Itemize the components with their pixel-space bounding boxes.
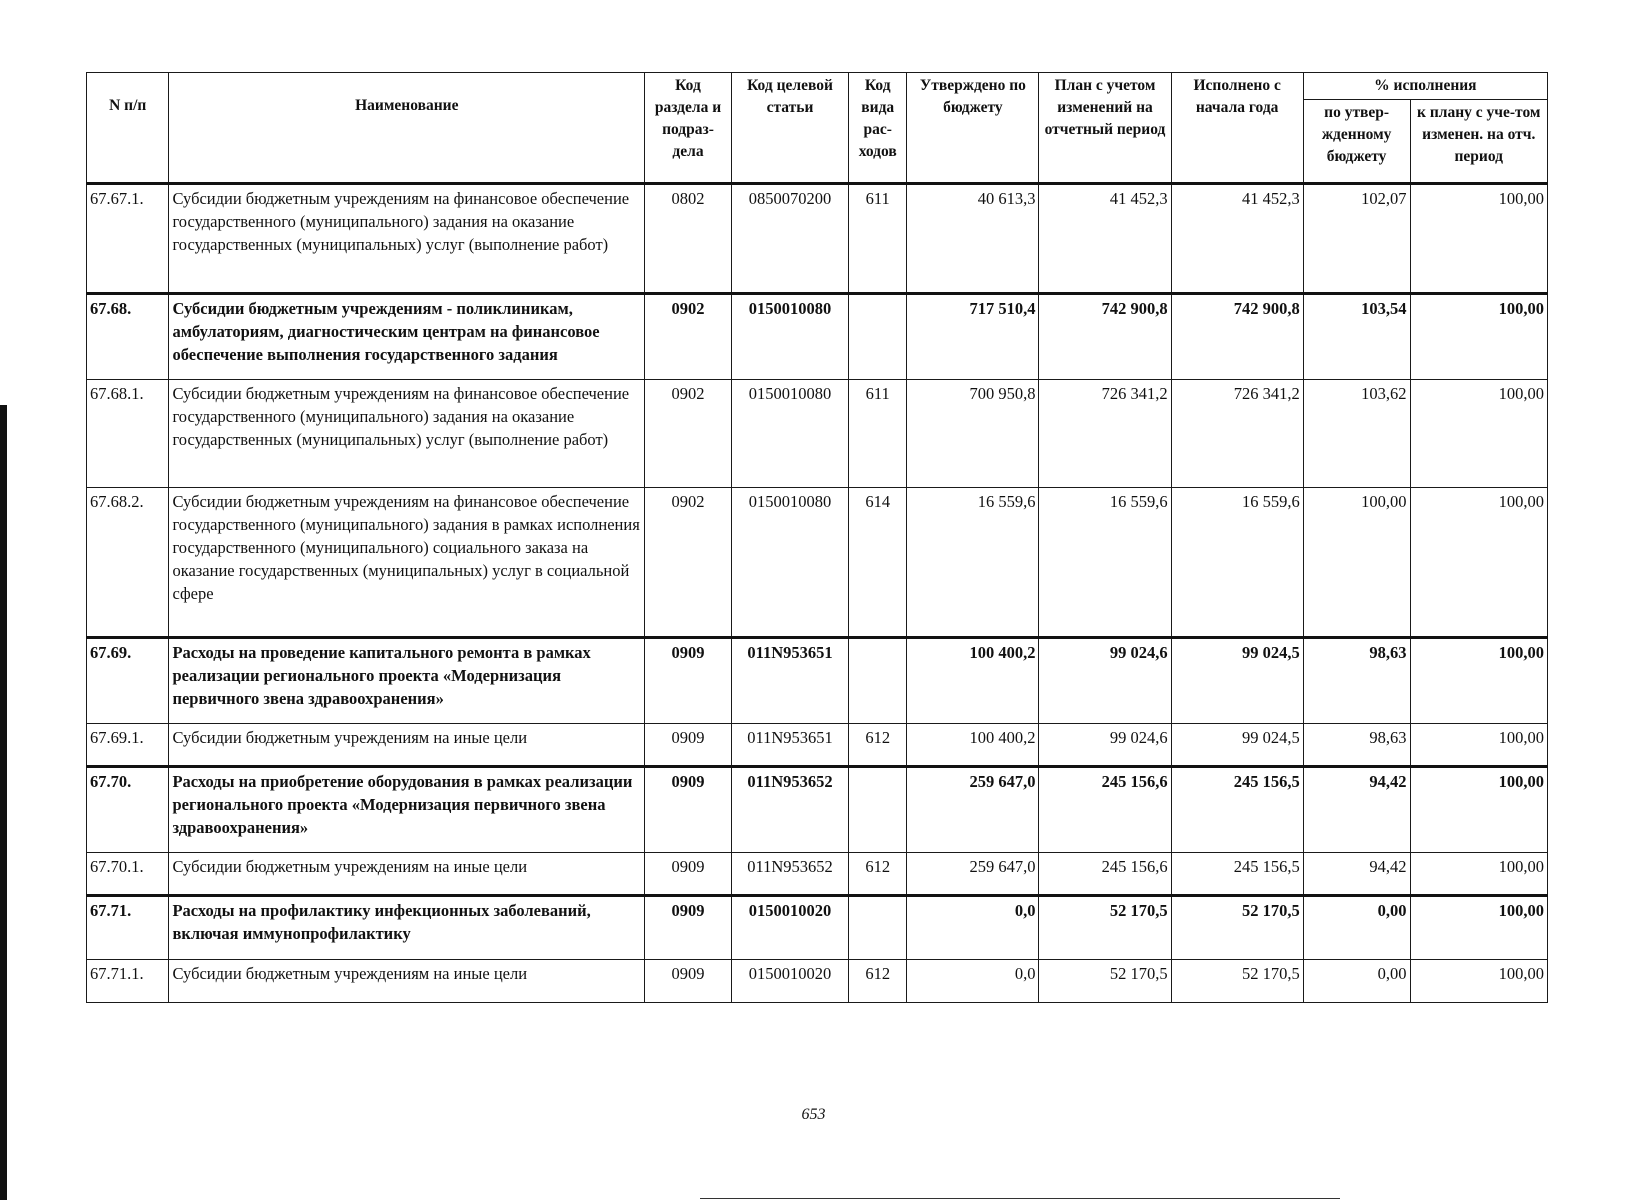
row-name: Субсидии бюджетным учреждениям на иные цели (169, 724, 645, 767)
row-expense-code (849, 638, 907, 724)
row-plan: 52 170,5 (1039, 896, 1171, 960)
table-row (87, 960, 1548, 1003)
row-name: Расходы на профилактику инфекционных заболеваний, включая иммунопрофилактику (169, 896, 645, 960)
row-number: 67.69. (87, 638, 169, 724)
row-approved: 717 510,4 (907, 294, 1039, 380)
row-number: 67.68. (87, 294, 169, 380)
row-pct-approved: 103,62 (1303, 380, 1410, 488)
row-approved: 259 647,0 (907, 767, 1039, 853)
header-name: Наименование (169, 73, 645, 184)
row-pct-plan: 100,00 (1410, 488, 1548, 638)
row-executed: 742 900,8 (1171, 294, 1303, 380)
row-number: 67.67.1. (87, 184, 169, 294)
row-target-code: 011N953652 (731, 853, 848, 896)
row-section-code: 0802 (645, 184, 732, 294)
row-executed: 99 024,5 (1171, 724, 1303, 767)
row-target-code: 0150010080 (731, 294, 848, 380)
row-section-code: 0909 (645, 896, 732, 960)
header-target-code: Код целевой статьи (731, 73, 848, 184)
row-executed: 99 024,5 (1171, 638, 1303, 724)
row-name: Расходы на проведение капитального ремонта в рамках реализации регионального проекта «Модернизация первичного звена здравоохранения» (169, 638, 645, 724)
row-expense-code: 612 (849, 853, 907, 896)
row-section-code: 0902 (645, 380, 732, 488)
table-body (87, 184, 1548, 1003)
row-plan: 245 156,6 (1039, 853, 1171, 896)
footer-rule (700, 1198, 1340, 1199)
row-name: Субсидии бюджетным учреждениям на иные цели (169, 853, 645, 896)
row-target-code: 0150010080 (731, 380, 848, 488)
row-executed: 245 156,5 (1171, 767, 1303, 853)
row-plan: 726 341,2 (1039, 380, 1171, 488)
row-plan: 245 156,6 (1039, 767, 1171, 853)
table-row (87, 184, 1548, 294)
header-num: N п/п (87, 73, 169, 184)
row-name: Субсидии бюджетным учреждениям на финансовое обеспечение государственного (муниципального) задания на оказание государственных (муниципальных) услуг (выполнение работ) (169, 380, 645, 488)
row-section-code: 0909 (645, 767, 732, 853)
row-plan: 16 559,6 (1039, 488, 1171, 638)
row-pct-approved: 0,00 (1303, 896, 1410, 960)
row-approved: 40 613,3 (907, 184, 1039, 294)
row-pct-plan: 100,00 (1410, 294, 1548, 380)
table-row (87, 853, 1548, 896)
table-row (87, 724, 1548, 767)
table-row (87, 488, 1548, 638)
row-executed: 16 559,6 (1171, 488, 1303, 638)
row-expense-code: 612 (849, 960, 907, 1003)
row-pct-plan: 100,00 (1410, 380, 1548, 488)
row-expense-code (849, 294, 907, 380)
page-number: 653 (801, 1106, 826, 1123)
row-expense-code: 611 (849, 380, 907, 488)
row-plan: 742 900,8 (1039, 294, 1171, 380)
row-expense-code (849, 767, 907, 853)
row-plan: 52 170,5 (1039, 960, 1171, 1003)
scan-edge (0, 405, 7, 1200)
row-name: Расходы на приобретение оборудования в рамках реализации регионального проекта «Модернизация первичного звена здравоохранения» (169, 767, 645, 853)
row-name: Субсидии бюджетным учреждениям на финансовое обеспечение государственного (муниципального) задания на оказание государственных (муниципальных) услуг (выполнение работ) (169, 184, 645, 294)
row-approved: 100 400,2 (907, 638, 1039, 724)
row-pct-approved: 94,42 (1303, 767, 1410, 853)
table-row (87, 896, 1548, 960)
row-pct-plan: 100,00 (1410, 896, 1548, 960)
row-number: 67.70. (87, 767, 169, 853)
header-approved: Утверждено по бюджету (907, 73, 1039, 184)
row-executed: 52 170,5 (1171, 960, 1303, 1003)
row-pct-plan: 100,00 (1410, 638, 1548, 724)
row-target-code: 0150010020 (731, 896, 848, 960)
row-section-code: 0902 (645, 294, 732, 380)
row-plan: 99 024,6 (1039, 638, 1171, 724)
header-pct-approved: по утвер-жденному бюджету (1303, 100, 1410, 184)
row-number: 67.69.1. (87, 724, 169, 767)
header-section-code: Код раздела и подраз-дела (645, 73, 732, 184)
row-approved: 100 400,2 (907, 724, 1039, 767)
row-pct-approved: 100,00 (1303, 488, 1410, 638)
table-row (87, 294, 1548, 380)
row-expense-code: 611 (849, 184, 907, 294)
header-percent-group: % исполнения (1303, 73, 1547, 100)
row-approved: 259 647,0 (907, 853, 1039, 896)
row-expense-code: 612 (849, 724, 907, 767)
table-row (87, 380, 1548, 488)
row-pct-approved: 98,63 (1303, 638, 1410, 724)
row-plan: 41 452,3 (1039, 184, 1171, 294)
row-name: Субсидии бюджетным учреждениям на иные цели (169, 960, 645, 1003)
row-pct-plan: 100,00 (1410, 960, 1548, 1003)
row-approved: 0,0 (907, 896, 1039, 960)
row-section-code: 0909 (645, 638, 732, 724)
row-pct-approved: 102,07 (1303, 184, 1410, 294)
row-number: 67.70.1. (87, 853, 169, 896)
row-number: 67.68.1. (87, 380, 169, 488)
header-pct-plan: к плану с уче-том изменен. на отч. период (1410, 100, 1548, 184)
row-pct-approved: 98,63 (1303, 724, 1410, 767)
row-target-code: 0150010020 (731, 960, 848, 1003)
header-plan: План с учетом изменений на отчетный период (1039, 73, 1171, 184)
row-number: 67.68.2. (87, 488, 169, 638)
row-approved: 16 559,6 (907, 488, 1039, 638)
row-name: Субсидии бюджетным учреждениям на финансовое обеспечение государственного (муниципального) задания в рамках исполнения государственного (муниципального) социального заказа на оказание государственных (муниципальных) услуг в социальной сфере (169, 488, 645, 638)
row-pct-approved: 103,54 (1303, 294, 1410, 380)
header-expense-code: Код вида рас-ходов (849, 73, 907, 184)
row-section-code: 0902 (645, 488, 732, 638)
row-expense-code: 614 (849, 488, 907, 638)
row-section-code: 0909 (645, 724, 732, 767)
row-target-code: 011N953652 (731, 767, 848, 853)
row-name: Субсидии бюджетным учреждениям - поликлиникам, амбулаториям, диагностическим центрам на финансовое обеспечение выполнения государственного задания (169, 294, 645, 380)
row-number: 67.71. (87, 896, 169, 960)
header-executed: Исполнено с начала года (1171, 73, 1303, 184)
row-pct-plan: 100,00 (1410, 184, 1548, 294)
row-target-code: 011N953651 (731, 638, 848, 724)
row-executed: 245 156,5 (1171, 853, 1303, 896)
row-section-code: 0909 (645, 853, 732, 896)
table-row (87, 767, 1548, 853)
row-target-code: 011N953651 (731, 724, 848, 767)
row-approved: 700 950,8 (907, 380, 1039, 488)
row-pct-approved: 94,42 (1303, 853, 1410, 896)
row-executed: 52 170,5 (1171, 896, 1303, 960)
row-pct-plan: 100,00 (1410, 724, 1548, 767)
row-target-code: 0150010080 (731, 488, 848, 638)
row-target-code: 0850070200 (731, 184, 848, 294)
row-executed: 726 341,2 (1171, 380, 1303, 488)
row-pct-plan: 100,00 (1410, 853, 1548, 896)
row-section-code: 0909 (645, 960, 732, 1003)
row-expense-code (849, 896, 907, 960)
table-row (87, 638, 1548, 724)
row-approved: 0,0 (907, 960, 1039, 1003)
budget-execution-table (86, 72, 1548, 1003)
row-executed: 41 452,3 (1171, 184, 1303, 294)
row-pct-approved: 0,00 (1303, 960, 1410, 1003)
row-plan: 99 024,6 (1039, 724, 1171, 767)
row-number: 67.71.1. (87, 960, 169, 1003)
row-pct-plan: 100,00 (1410, 767, 1548, 853)
